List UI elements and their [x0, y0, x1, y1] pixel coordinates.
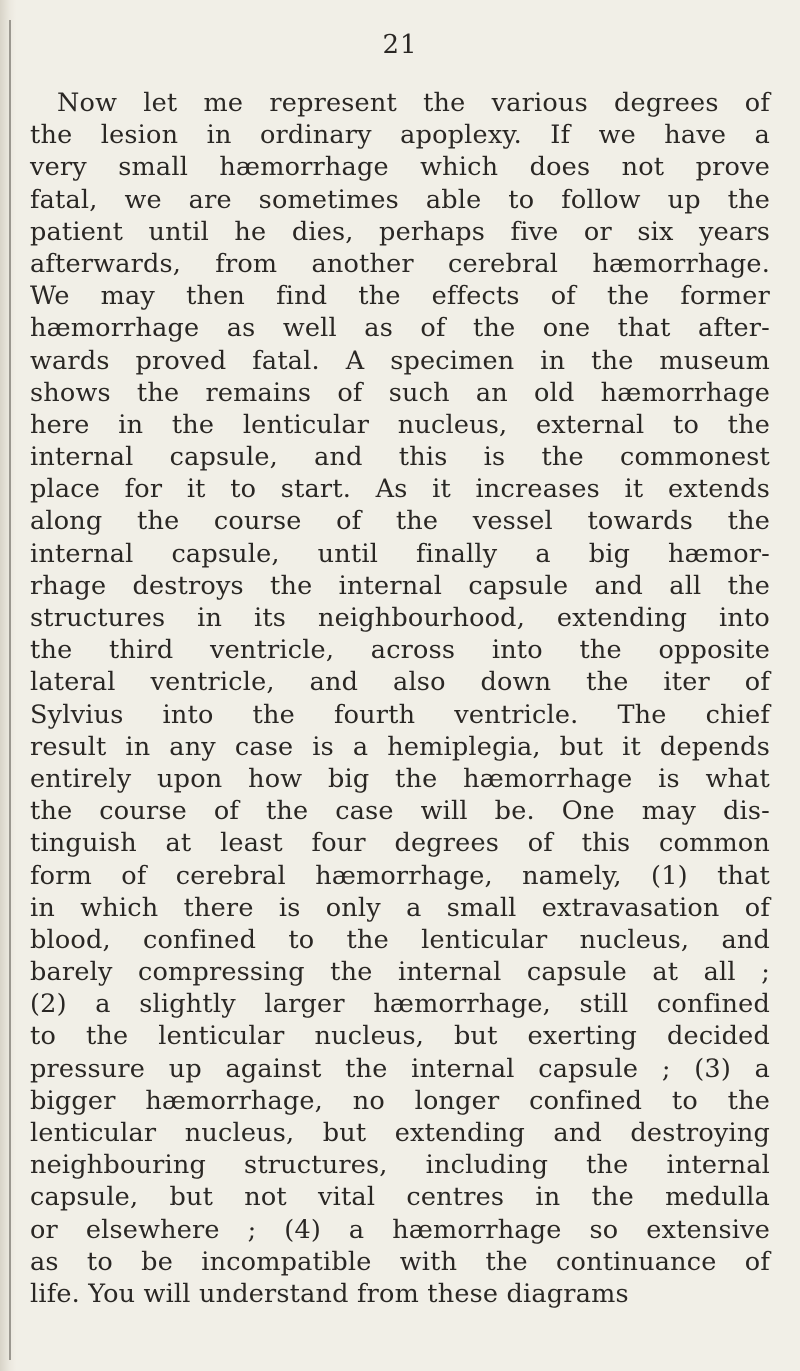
text-line: as to be incompatible with the continuance of	[30, 1246, 770, 1277]
text-line: along the course of the vessel towards the	[30, 506, 770, 537]
page-number: 21	[382, 30, 418, 60]
text-line: internal capsule, until finally a big hæmor-	[30, 538, 770, 569]
text-line: result in any case is a hemiplegia, but it depends	[30, 731, 770, 762]
text-line: fatal, we are sometimes able to follow up the	[30, 184, 770, 215]
text-line: internal capsule, and this is the commonest	[30, 442, 770, 473]
text-line: shows the remains of such an old hæmorrhage	[30, 377, 770, 408]
text-line: entirely upon how big the hæmorrhage is what	[30, 763, 770, 794]
text-line: lenticular nucleus, but extending and destroying	[30, 1118, 770, 1148]
text-line: (2) a slightly larger hæmorrhage, still confined	[30, 989, 770, 1020]
text-line: the third ventricle, across into the opposite	[30, 635, 770, 666]
text-line: the course of the case will be. One may dis-	[30, 796, 770, 827]
binding-shadow-line	[9, 20, 11, 1360]
text-line: in which there is only a small extravasation of	[30, 892, 770, 923]
text-line: structures in its neighbourhood, extending into	[30, 603, 770, 633]
page-binding-edge	[0, 0, 16, 1371]
text-line: blood, confined to the lenticular nucleus, and	[30, 924, 770, 955]
text-line: hæmorrhage as well as of the one that after-	[30, 313, 770, 344]
text-line: here in the lenticular nucleus, external to the	[30, 409, 770, 440]
text-line: Now let me represent the various degrees of	[57, 88, 770, 118]
text-line: life. You will understand from these diagrams	[30, 1278, 629, 1309]
body-text	[30, 87, 770, 1310]
text-line: barely compressing the internal capsule at all ;	[30, 957, 770, 988]
text-line: very small hæmorrhage which does not prove	[30, 152, 770, 183]
text-line: form of cerebral hæmorrhage, namely, (1) that	[30, 860, 770, 891]
text-line: afterwards, from another cerebral hæmorrhage.	[30, 248, 770, 279]
text-line: capsule, but not vital centres in the medulla	[30, 1182, 770, 1213]
text-line: tinguish at least four degrees of this common	[30, 828, 770, 859]
text-line: pressure up against the internal capsule ; (3) a	[30, 1053, 770, 1084]
text-line: neighbouring structures, including the internal	[30, 1150, 770, 1181]
text-line: lateral ventricle, and also down the iter of	[30, 667, 770, 698]
text-line: Sylvius into the fourth ventricle. The chief	[30, 699, 770, 730]
text-line: or elsewhere ; (4) a hæmorrhage so extensive	[30, 1214, 770, 1245]
text-line: place for it to start. As it increases it extends	[30, 474, 770, 505]
text-line: patient until he dies, perhaps five or six years	[30, 216, 770, 247]
text-line: wards proved fatal. A specimen in the museum	[30, 345, 770, 376]
text-line: bigger hæmorrhage, no longer confined to the	[30, 1085, 770, 1116]
text-line: the lesion in ordinary apoplexy. If we have a	[30, 120, 770, 151]
text-line: rhage destroys the internal capsule and all the	[30, 570, 770, 601]
text-line: We may then find the effects of the former	[30, 281, 770, 312]
text-line: to the lenticular nucleus, but exerting decided	[30, 1021, 770, 1052]
